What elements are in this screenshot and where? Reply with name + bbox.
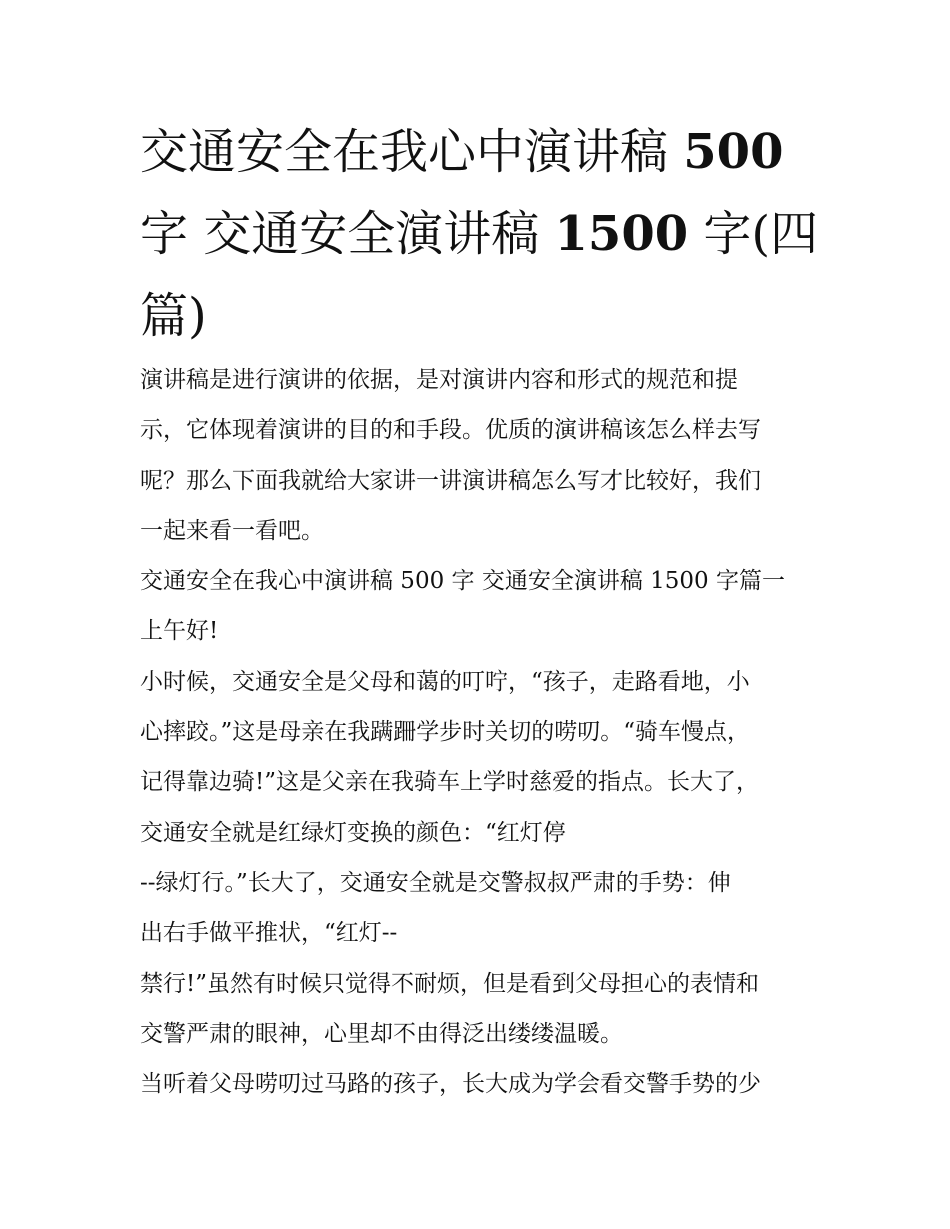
body-line: 呢？那么下面我就给大家讲一讲演讲稿怎么写才比较好，我们 [140, 467, 761, 494]
body-line: 示，它体现着演讲的目的和手段。优质的演讲稿该怎么样去写 [140, 417, 761, 444]
body-line: 小时候，交通安全是父母和蔼的叮咛，“孩子，走路看地，小 [140, 668, 750, 695]
section-heading-line: 交通安全在我心中演讲稿 500 字 交通安全演讲稿 1500 字篇一 [140, 568, 785, 595]
title-line-3: 篇) [140, 288, 207, 344]
body-line: 一起来看一看吧。 [140, 517, 324, 544]
title-line-2: 字 交通安全演讲稿 1500 字(四 [140, 206, 819, 262]
body-line: 当听着父母唠叨过马路的孩子，长大成为学会看交警手势的少 [140, 1071, 761, 1098]
body-line: 交通安全就是红绿灯变换的颜色：“红灯停 [140, 819, 566, 846]
title-number: 500 [683, 124, 784, 180]
body-line: 记得靠边骑!”这是父亲在我骑车上学时慈爱的指点。长大了， [140, 769, 760, 796]
greeting-line: 上午好! [140, 618, 219, 645]
body-line: 出右手做平推状，“红灯-- [140, 920, 398, 947]
body-line: 交警严肃的眼神，心里却不由得泛出缕缕温暖。 [140, 1020, 623, 1047]
title-line-1: 交通安全在我心中演讲稿 500 [140, 124, 784, 180]
body-line: 心摔跤。”这是母亲在我蹒跚学步时关切的唠叨。“骑车慢点， [140, 719, 751, 746]
body-line: 演讲稿是进行演讲的依据，是对演讲内容和形式的规范和提 [140, 367, 738, 393]
title-number: 1500 [554, 206, 689, 262]
body-line: --绿灯行。”长大了，交通安全就是交警叔叔严肃的手势：伸 [140, 869, 731, 896]
document-body [140, 355, 820, 1109]
body-line: 禁行!”虽然有时候只觉得不耐烦，但是看到父母担心的表情和 [140, 970, 760, 997]
document-title [140, 111, 820, 357]
